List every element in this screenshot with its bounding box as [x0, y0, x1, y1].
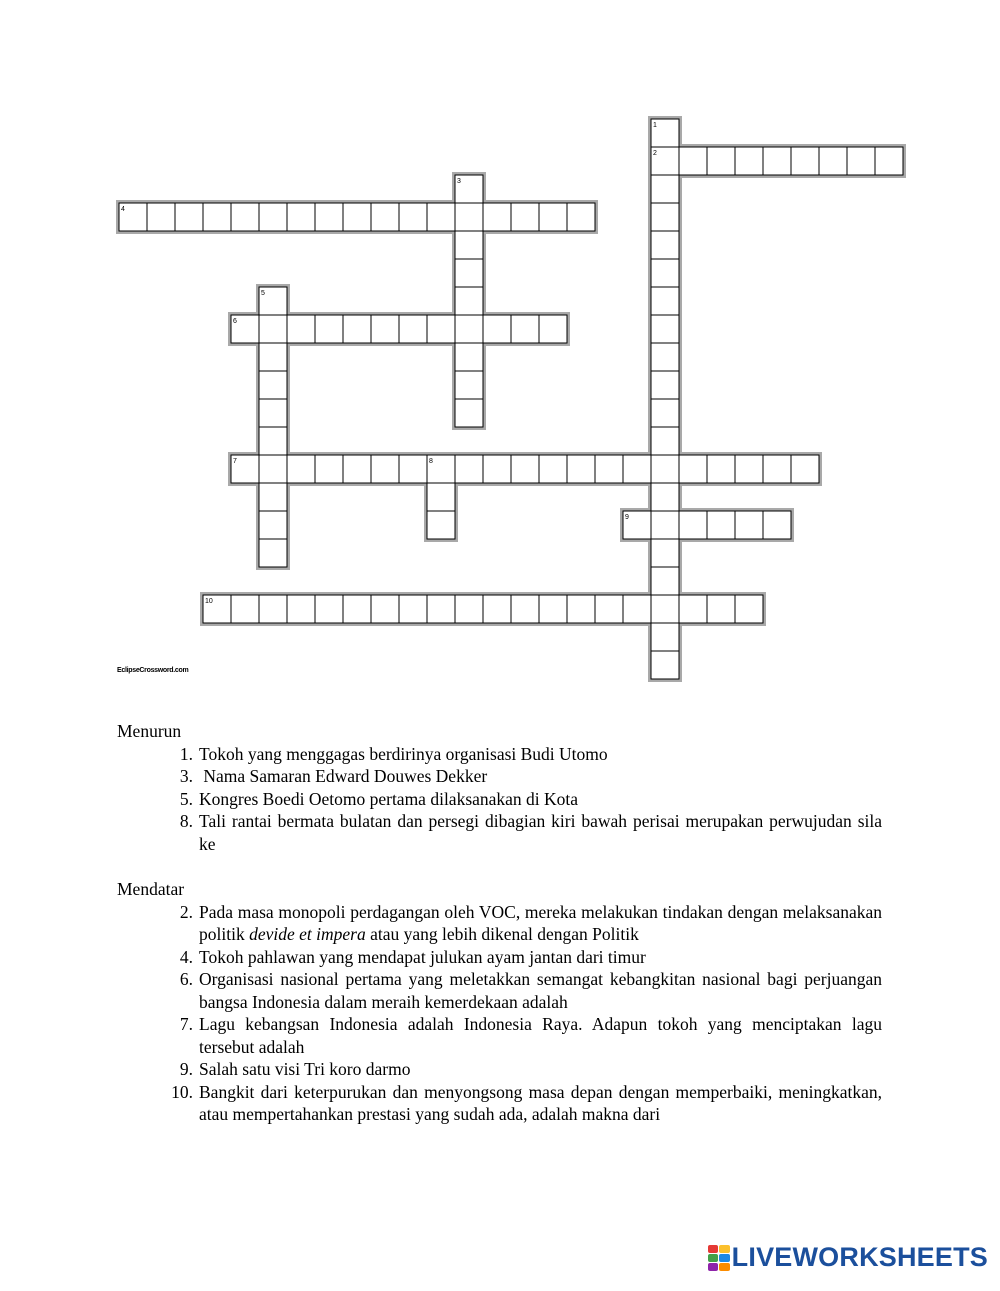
grid-cell[interactable]: [651, 511, 679, 539]
clue-item: [117, 788, 882, 811]
grid-cell[interactable]: [791, 455, 819, 483]
cell-number: 6: [233, 318, 237, 325]
grid-cell[interactable]: [483, 595, 511, 623]
grid-cell[interactable]: [399, 455, 427, 483]
grid-cell[interactable]: [679, 511, 707, 539]
logo-block: [719, 1245, 730, 1253]
cell-number: 4: [121, 206, 125, 213]
grid-cell[interactable]: [455, 399, 483, 427]
clue-text: Nama Samaran Edward Douwes Dekker: [199, 766, 488, 786]
logo-block: [708, 1245, 719, 1253]
grid-cell[interactable]: [287, 595, 315, 623]
grid-cell[interactable]: [259, 371, 287, 399]
grid-cell[interactable]: [455, 315, 483, 343]
grid-cell[interactable]: [427, 595, 455, 623]
grid-cell[interactable]: [735, 511, 763, 539]
grid-cell[interactable]: [399, 595, 427, 623]
grid-cell[interactable]: [651, 175, 679, 203]
grid-cell[interactable]: [343, 315, 371, 343]
grid-cell[interactable]: [651, 427, 679, 455]
grid-cell[interactable]: [595, 595, 623, 623]
clue-item: [117, 1013, 882, 1058]
logo-text: LIVEWORKSHEETS: [731, 1242, 988, 1272]
grid-cell[interactable]: [735, 147, 763, 175]
clue-text: Bangkit dari keterpurukan dan menyongsong masa depan dengan memperbaiki, meningkatkan, atau mempertahankan prestasi yang sudah ada, adalah makna dari: [199, 1081, 882, 1124]
grid-cell[interactable]: [455, 455, 483, 483]
grid-cell[interactable]: [455, 371, 483, 399]
down-clues-list: [117, 743, 882, 856]
grid-cell[interactable]: [511, 595, 539, 623]
cell-number: 5: [261, 290, 265, 297]
clue-item: [117, 946, 882, 969]
logo-block: [708, 1263, 719, 1271]
grid-cell[interactable]: [483, 203, 511, 231]
grid-cell[interactable]: [315, 455, 343, 483]
grid-cell[interactable]: [483, 455, 511, 483]
clue-item: [117, 901, 882, 946]
grid-cell[interactable]: [371, 203, 399, 231]
grid-cell[interactable]: [343, 203, 371, 231]
clue-number: 8.: [179, 811, 193, 831]
grid-cell[interactable]: [651, 287, 679, 315]
grid-cell[interactable]: [175, 203, 203, 231]
grid-cell[interactable]: [259, 427, 287, 455]
grid-cell[interactable]: [651, 399, 679, 427]
clue-text: Tokoh pahlawan yang mendapat julukan ayam jantan dari timur: [199, 946, 646, 967]
clue-number: 1.: [179, 743, 193, 764]
grid-cell[interactable]: [427, 511, 455, 539]
logo-block: [719, 1254, 730, 1262]
cell-number: 7: [233, 458, 237, 465]
grid-cell[interactable]: [259, 511, 287, 539]
grid-cell[interactable]: [259, 483, 287, 511]
grid-cell[interactable]: [259, 539, 287, 567]
grid-cell[interactable]: [315, 595, 343, 623]
clue-number: 10.: [171, 1081, 193, 1102]
grid-cell[interactable]: [679, 455, 707, 483]
logo-block: [708, 1254, 719, 1262]
grid-cell[interactable]: [539, 455, 567, 483]
grid-cell[interactable]: [231, 203, 259, 231]
grid-cell[interactable]: [203, 203, 231, 231]
grid-cell[interactable]: [315, 203, 343, 231]
clue-number: 4.: [179, 946, 193, 967]
cell-number: 2: [653, 150, 657, 157]
grid-cell[interactable]: [651, 651, 679, 679]
cell-number: 10: [205, 598, 213, 605]
grid-cell[interactable]: [427, 203, 455, 231]
down-clues-title: Menurun: [117, 721, 182, 741]
grid-cell[interactable]: [539, 315, 567, 343]
logo-block: [719, 1263, 730, 1271]
grid-cell[interactable]: [343, 595, 371, 623]
clue-text: Salah satu visi Tri koro darmo: [199, 1059, 411, 1079]
across-clues-list: [117, 901, 882, 1126]
clue-number: 5.: [179, 788, 193, 809]
clue-text: Tokoh yang menggagas berdirinya organisasi Budi Utomo: [199, 743, 608, 764]
grid-cell[interactable]: [567, 455, 595, 483]
grid-cell[interactable]: [427, 483, 455, 511]
grid-cell[interactable]: [455, 203, 483, 231]
cell-number: 9: [625, 514, 629, 521]
grid-cell[interactable]: [455, 595, 483, 623]
clue-text: [199, 901, 882, 946]
grid-cell[interactable]: [259, 455, 287, 483]
grid-cell[interactable]: [343, 455, 371, 483]
grid-cell[interactable]: [511, 203, 539, 231]
clue-item: [117, 743, 882, 766]
grid-cell[interactable]: [427, 315, 455, 343]
grid-cell[interactable]: [735, 595, 763, 623]
grid-cell[interactable]: [651, 539, 679, 567]
grid-cell[interactable]: [651, 315, 679, 343]
clues-section: [117, 720, 882, 1126]
grid-cell[interactable]: [455, 287, 483, 315]
grid-cell[interactable]: [259, 343, 287, 371]
grid-cell[interactable]: [735, 455, 763, 483]
grid-cell[interactable]: [707, 455, 735, 483]
grid-cell[interactable]: [651, 231, 679, 259]
clue-item: [117, 765, 882, 788]
grid-cell[interactable]: [539, 203, 567, 231]
clue-number: 2.: [179, 901, 193, 922]
liveworksheets-logo-icon: [708, 1245, 730, 1271]
grid-cell[interactable]: [455, 343, 483, 371]
grid-cell[interactable]: [651, 595, 679, 623]
clue-item: [117, 1058, 882, 1081]
grid-cell[interactable]: [791, 147, 819, 175]
cell-number: 1: [653, 122, 657, 129]
grid-cell[interactable]: [707, 595, 735, 623]
clue-item: [117, 968, 882, 1013]
clue-text-part: atau yang lebih dikenal dengan Politik: [365, 924, 639, 944]
grid-cell[interactable]: [371, 455, 399, 483]
clue-text: Kongres Boedi Oetomo pertama dilaksanakan di Kota: [199, 788, 579, 809]
cell-number: 8: [429, 458, 433, 465]
grid-cell[interactable]: [259, 399, 287, 427]
across-clues-title: Mendatar: [117, 879, 185, 899]
grid-cell[interactable]: [287, 315, 315, 343]
clue-number: 7.: [179, 1014, 193, 1034]
grid-cell[interactable]: [679, 595, 707, 623]
clue-text: Lagu kebangsan Indonesia adalah Indonesia Raya. Adapun tokoh yang menciptakan lagu tersebut adalah: [199, 1014, 882, 1057]
clue-text: Tali rantai bermata bulatan dan persegi dibagian kiri bawah perisai merupakan perwujudan sila ke: [199, 811, 882, 854]
grid-cell[interactable]: [511, 455, 539, 483]
grid-cell[interactable]: [819, 147, 847, 175]
clue-text-part: Pada masa monopoli perdagangan oleh VOC, mereka melakukan tindakan dengan melaksanakan politik: [199, 901, 882, 944]
grid-cell[interactable]: [763, 147, 791, 175]
grid-cell[interactable]: [259, 315, 287, 343]
grid-cell[interactable]: [623, 455, 651, 483]
grid-cell[interactable]: [259, 203, 287, 231]
grid-cell[interactable]: [231, 595, 259, 623]
grid-cell[interactable]: [287, 455, 315, 483]
grid-cell[interactable]: [707, 511, 735, 539]
clue-item: [117, 810, 882, 855]
grid-cell[interactable]: [483, 315, 511, 343]
grid-cell[interactable]: [651, 567, 679, 595]
grid-cell[interactable]: [651, 483, 679, 511]
grid-cell[interactable]: [707, 147, 735, 175]
grid-cell[interactable]: [679, 147, 707, 175]
grid-cell[interactable]: [847, 147, 875, 175]
grid-cell[interactable]: [147, 203, 175, 231]
grid-cell[interactable]: [763, 455, 791, 483]
grid-cell[interactable]: [455, 259, 483, 287]
grid-cell[interactable]: [371, 315, 399, 343]
cell-number: 3: [457, 178, 461, 185]
grid-cell[interactable]: [315, 315, 343, 343]
grid-cell[interactable]: [399, 203, 427, 231]
grid-cell[interactable]: [567, 595, 595, 623]
grid-cell[interactable]: [539, 595, 567, 623]
grid-cell[interactable]: [651, 259, 679, 287]
grid-cell[interactable]: [651, 343, 679, 371]
grid-cell[interactable]: [875, 147, 903, 175]
clue-number: 9.: [179, 1059, 193, 1079]
grid-cell[interactable]: [511, 315, 539, 343]
grid-cell[interactable]: [651, 455, 679, 483]
grid-cell[interactable]: [623, 595, 651, 623]
crossword-credit: EclipseCrossword.com: [117, 667, 189, 674]
grid-cell[interactable]: [287, 203, 315, 231]
clue-number: 3.: [179, 766, 193, 786]
grid-cell[interactable]: [259, 595, 287, 623]
grid-cell[interactable]: [763, 511, 791, 539]
grid-cell[interactable]: [595, 455, 623, 483]
clue-text: Organisasi nasional pertama yang meletakkan semangat kebangkitan nasional bagi perjuangan bangsa Indonesia dalam meraih kemerdekaan adalah: [199, 969, 882, 1012]
grid-cell[interactable]: [651, 203, 679, 231]
grid-cell[interactable]: [455, 231, 483, 259]
grid-cell[interactable]: [371, 595, 399, 623]
grid-cell[interactable]: [651, 371, 679, 399]
clue-italic-term: devide et impera: [249, 924, 366, 944]
grid-cell[interactable]: [567, 203, 595, 231]
grid-cell[interactable]: [651, 623, 679, 651]
grid-cell[interactable]: [399, 315, 427, 343]
liveworksheets-logo: [708, 1242, 988, 1273]
clue-number: 6.: [179, 969, 193, 989]
clue-item: [117, 1081, 882, 1126]
